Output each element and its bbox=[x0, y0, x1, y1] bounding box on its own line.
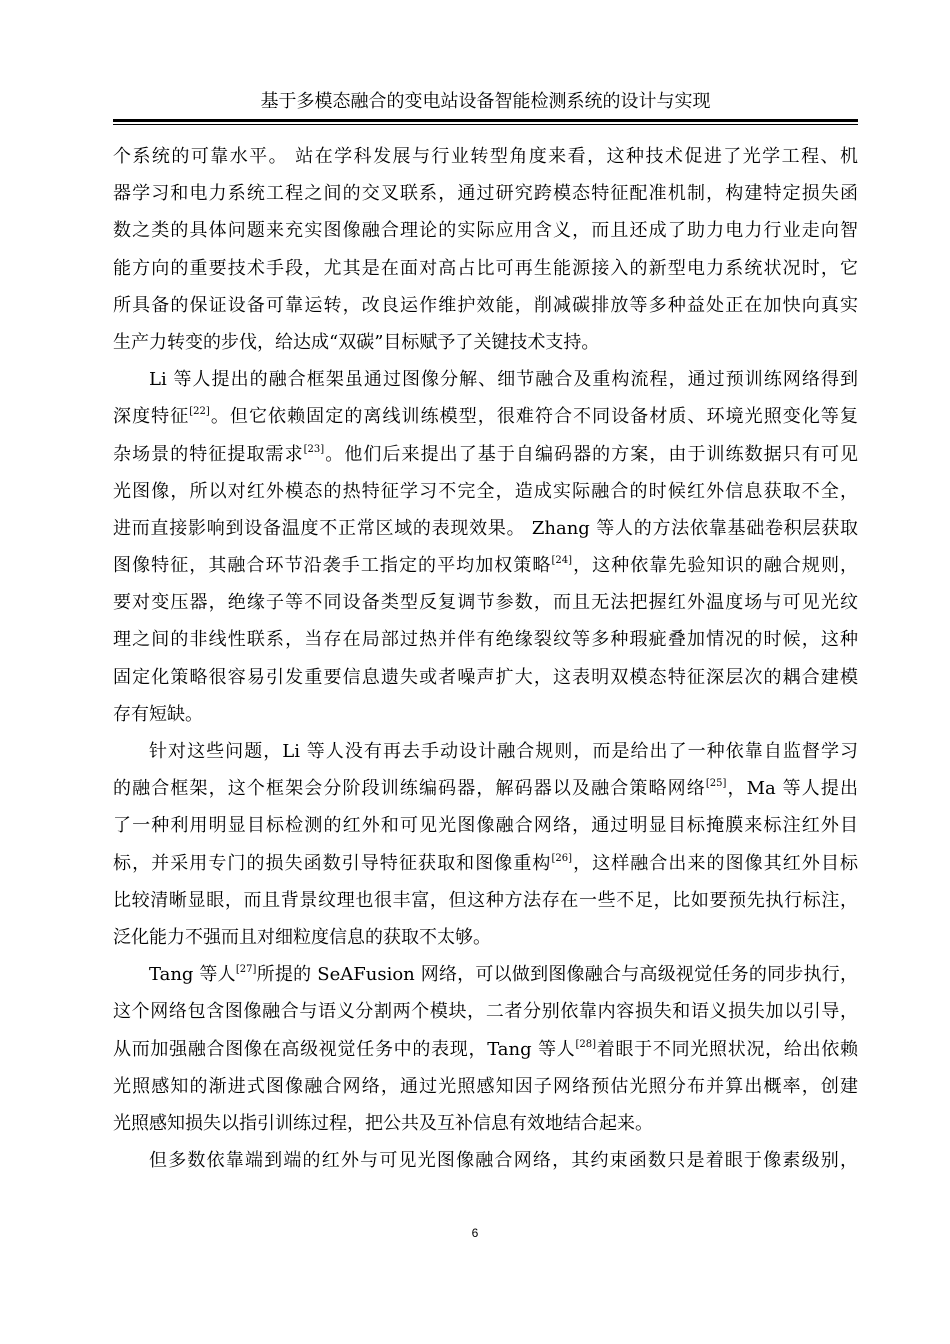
header-rule-thin bbox=[113, 124, 858, 125]
text-line: 理之间的非线性联系，当存在局部过热并伴有绝缘裂纹等多种瑕疵叠加情况的时候，这种 bbox=[113, 629, 858, 651]
text-line: 深度特征[22]。但它依赖固定的离线训练模型，很难符合不同设备材质、环境光照变化等复 bbox=[113, 406, 858, 428]
paragraph bbox=[113, 956, 858, 1142]
text-line: 光照感知的渐进式图像融合网络，通过光照感知因子网络预估光照分布并算出概率，创建 bbox=[113, 1075, 858, 1097]
text-line: 所具备的保证设备可靠运转，改良运作维护效能，削减碳排放等多种益处正在加快向真实 bbox=[113, 294, 858, 316]
text-line: 能方向的重要技术手段，尤其是在面对高占比可再生能源接入的新型电力系统状况时，它 bbox=[113, 257, 858, 279]
header-rule-thick bbox=[113, 119, 858, 122]
text-line: 杂场景的特征提取需求[23]。他们后来提出了基于自编码器的方案，由于训练数据只有可见 bbox=[113, 443, 858, 465]
text-line: 固定化策略很容易引发重要信息遗失或者噪声扩大，这表明双模态特征深层次的耦合建模 bbox=[113, 666, 858, 688]
paragraph bbox=[113, 733, 858, 956]
citation: [26] bbox=[551, 852, 573, 864]
body-text bbox=[113, 138, 858, 1179]
running-header: 基于多模态融合的变电站设备智能检测系统的设计与实现 bbox=[260, 91, 711, 112]
text-line: 了一种利用明显目标检测的红外和可见光图像融合网络，通过明显目标掩膜来标注红外目 bbox=[113, 815, 858, 837]
paragraph bbox=[113, 361, 858, 733]
text-line: 比较清晰显眼，而且背景纹理也很丰富，但这种方法存在一些不足，比如要预先执行标注， bbox=[113, 889, 858, 911]
text-line: 生产力转变的步伐，给达成“双碳”目标赋予了关键技术支持。 bbox=[113, 331, 600, 353]
text-line: 但多数依靠端到端的红外与可见光图像融合网络，其约束函数只是着眼于像素级别， bbox=[149, 1150, 858, 1172]
text-line: 个系统的可靠水平。 站在学科发展与行业转型角度来看，这种技术促进了光学工程、机 bbox=[113, 146, 858, 167]
text-line: 的融合框架，这个框架会分阶段训练编码器，解码器以及融合策略网络[25]，Ma 等人提出 bbox=[113, 778, 858, 800]
text-line: Li 等人提出的融合框架虽通过图像分解、细节融合及重构流程，通过预训练网络得到 bbox=[149, 369, 858, 391]
text-line: Tang 等人[27]所提的 SeAFusion 网络，可以做到图像融合与高级视觉任务的同步执行， bbox=[149, 964, 858, 986]
citation: [28] bbox=[575, 1038, 597, 1050]
citation: [27] bbox=[235, 964, 257, 976]
text-line: 针对这些问题，Li 等人没有再去手动设计融合规则，而是给出了一种依靠自监督学习 bbox=[149, 741, 858, 762]
text-line: 图像特征，其融合环节沿袭手工指定的平均加权策略[24]，这种依靠先验知识的融合规则， bbox=[113, 555, 858, 577]
citation: [25] bbox=[705, 778, 727, 790]
text-line: 从而加强融合图像在高级视觉任务中的表现，Tang 等人[28]着眼于不同光照状况，给出依赖 bbox=[113, 1038, 858, 1060]
page-number: 6 bbox=[471, 1226, 479, 1240]
text-line: 数之类的具体问题来充实图像融合理论的实际应用含义，而且还成了助力电力行业走向智 bbox=[113, 220, 858, 242]
text-line: 要对变压器，绝缘子等不同设备类型反复调节参数，而且无法把握红外温度场与可见光纹 bbox=[113, 592, 858, 614]
paragraph bbox=[113, 1142, 858, 1179]
citation: [22] bbox=[189, 406, 210, 418]
text-line: 器学习和电力系统工程之间的交叉联系，通过研究跨模态特征配准机制，构建特定损失函 bbox=[113, 183, 858, 205]
text-line: 光图像，所以对红外模态的热特征学习不完全，造成实际融合的时候红外信息获取不全， bbox=[113, 480, 858, 502]
citation: [23] bbox=[303, 443, 325, 455]
text-line: 这个网络包含图像融合与语义分割两个模块，二者分别依靠内容损失和语义损失加以引导， bbox=[113, 1001, 858, 1023]
text-line: 存有短缺。 bbox=[113, 703, 203, 725]
paragraph bbox=[113, 138, 858, 361]
text-line: 光照感知损失以指引训练过程，把公共及互补信息有效地结合起来。 bbox=[113, 1112, 653, 1134]
text-line: 泛化能力不强而且对细粒度信息的获取不太够。 bbox=[113, 926, 491, 948]
text-line: 标，并采用专门的损失函数引导特征获取和图像重构[26]，这样融合出来的图像其红外目标 bbox=[113, 852, 858, 874]
text-line: 进而直接影响到设备温度不正常区域的表现效果。 Zhang 等人的方法依靠基础卷积层获取 bbox=[113, 517, 858, 539]
citation: [24] bbox=[551, 555, 573, 567]
